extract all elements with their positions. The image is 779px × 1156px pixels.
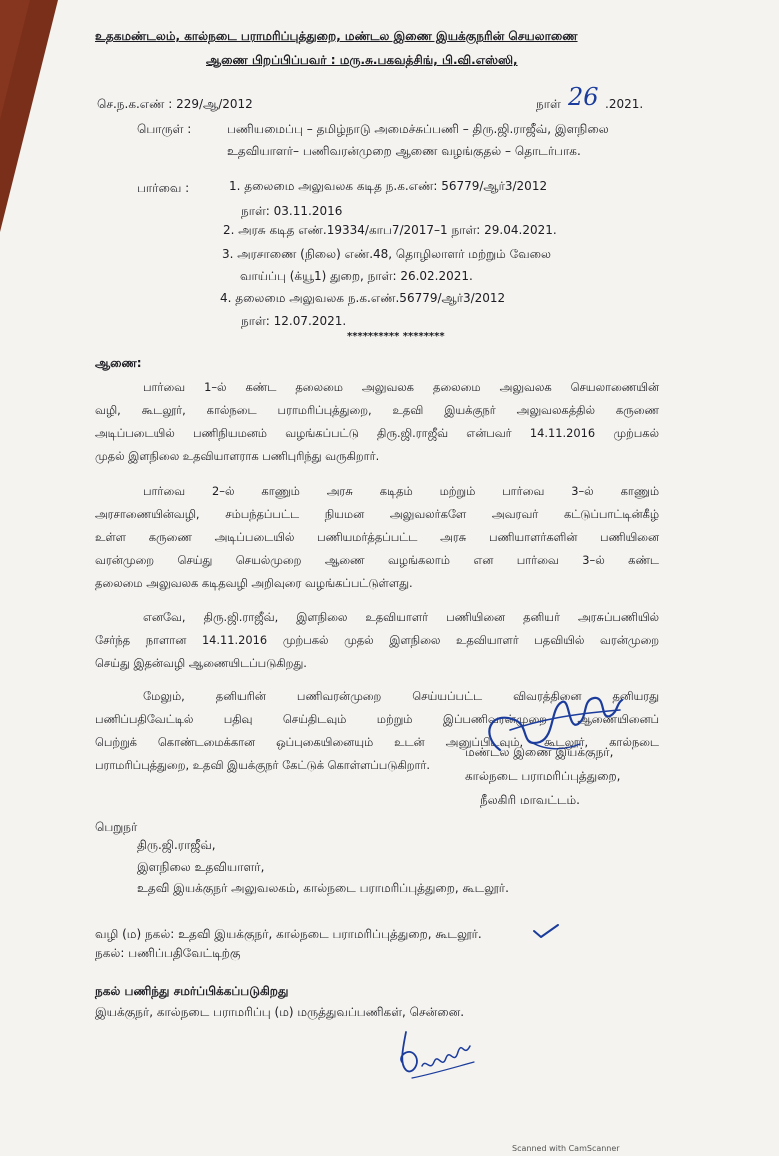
para2-line4: வரன்முறை செய்து செயல்முறை ஆணை வழங்கலாம் என பார்வை 3–ல் கண்ட — [95, 553, 659, 567]
date-label: நாள் — [536, 97, 561, 111]
paper-corner-shadow — [0, 0, 60, 235]
copy-service-register: நகல்: பணிப்பதிவேட்டிற்கு — [95, 946, 241, 960]
reference-4: 4. தலைமை அலுவலக ந.க.எண்.56779/ஆர்3/2012 — [220, 291, 506, 305]
signatory-line-2: கால்நடை பராமரிப்புத்துறை, — [465, 769, 621, 783]
para4-line1: மேலும், தனியரின் பணிவரன்முறை செய்யப்பட்ட விவரத்தினை தனியரது — [143, 689, 659, 703]
reference-4-date: நாள்: 12.07.2021. — [241, 314, 347, 328]
separator-stars: ********** ******** — [347, 331, 445, 342]
submitted-to: இயக்குநர், கால்நடை பராமரிப்பு (ம) மருத்துவப்பணிகள், சென்னை. — [95, 1005, 465, 1019]
para1-line2: வழி, கூடலூர், கால்நடை பராமரிப்புத்துறை, உதவி இயக்குநர் அலுவலகத்தில் கருணை — [95, 403, 659, 417]
initials-mark — [392, 1022, 482, 1084]
checkmark-icon — [532, 922, 560, 940]
camscanner-watermark: Scanned with CamScanner — [512, 1144, 620, 1153]
para4-line4: பராமரிப்புத்துறை, உதவி இயக்குநர் கேட்டுக் கொள்ளப்படுகிறார். — [95, 758, 431, 772]
recipient-name: திரு.ஜி.ராஜீவ், — [137, 838, 216, 852]
reference-1: 1. தலைமை அலுவலக கடித ந.க.எண்: 56779/ஆர்3/2012 — [229, 179, 548, 193]
recipient-designation: இளநிலை உதவியாளர், — [137, 860, 265, 874]
copy-via: வழி (ம) நகல்: உதவி இயக்குநர், கால்நடை பராமரிப்புத்துறை, கூடலூர். — [95, 927, 482, 941]
order-title: ஆணை: — [95, 356, 142, 370]
reference-1-date: நாள்: 03.11.2016 — [241, 204, 343, 218]
reference-3-cont: வாய்ப்பு (க்யூ1) துறை, நாள்: 26.02.2021. — [240, 269, 473, 283]
para3-line2: சேர்ந்த நாளான 14.11.2016 முற்பகல் முதல் இளநிலை உதவியாளர் பதவியில் வரன்முறை — [95, 633, 659, 647]
subject-line-2: உதவியாளர்– பணிவரன்முறை ஆணை வழங்குதல் – தொடர்பாக. — [227, 144, 581, 158]
para1-line4: முதல் இளநிலை உதவியாளராக பணிபுரிந்து வருகிறார். — [95, 449, 380, 463]
reference-3: 3. அரசாணை (நிலை) எண்.48, தொழிலாளர் மற்றும் வேலை — [222, 247, 551, 261]
para1-line1: பார்வை 1–ல் கண்ட தலைமை அலுவலக தலைமை அலுவலக செயலாணையின் — [143, 380, 659, 394]
header-issuer-line: ஆணை பிறப்பிப்பவர் : மரு.சு.பகவத்சிங், பி.வி.எஸ்ஸி, — [206, 53, 518, 67]
para2-line5: தலைமை அலுவலக கடிதவழி அறிவுரை வழங்கப்பட்டுள்ளது. — [95, 576, 413, 590]
signatory-line-1: மண்டல இணை இயக்குநர், — [465, 745, 614, 759]
para2-line1: பார்வை 2–ல் காணும் அரசு கடிதம் மற்றும் பார்வை 3–ல் காணும் — [143, 484, 659, 498]
date-handwritten: 26 — [568, 83, 599, 111]
para4-line3: பெற்றுக் கொண்டமைக்கான ஒப்புகையினையும் உடன் அனுப்பிடவும், கூடலூர், கால்நடை — [95, 735, 659, 749]
header-office-line: உதகமண்டலம், கால்நடை பராமரிப்புத்துறை, மண்டல இணை இயக்குநரின் செயலாணை — [95, 29, 578, 43]
subject-line-1: பணியமைப்பு – தமிழ்நாடு அமைச்சுப்பணி – திரு.ஜி.ராஜீவ், இளநிலை — [227, 122, 609, 136]
file-number: செ.ந.க.எண் : 229/ஆ/2012 — [97, 97, 253, 111]
recipient-label: பெறுநர் — [95, 820, 138, 834]
para2-line3: உள்ள கருணை அடிப்படையில் பணியமர்த்தப்பட்ட அரசு பணியாளர்களின் பணியினை — [95, 530, 659, 544]
subject-label: பொருள் : — [137, 122, 192, 136]
signatory-line-3: நீலகிரி மாவட்டம். — [480, 793, 580, 807]
references-label: பார்வை : — [137, 181, 190, 195]
recipient-office: உதவி இயக்குநர் அலுவலகம், கால்நடை பராமரிப்புத்துறை, கூடலூர். — [137, 881, 509, 895]
para2-line2: அரசாணையின்வழி, சம்பந்தப்பட்ட நியமன அலுவலர்களே அவரவர் கட்டுப்பாட்டின்கீழ் — [95, 507, 659, 521]
para1-line3: அடிப்படையில் பணிநியமனம் வழங்கப்பட்டு திரு.ஜி.ராஜீவ் என்பவர் 14.11.2016 முற்பகல் — [95, 426, 659, 440]
para4-line2: பணிப்பதிவேட்டில் பதிவு செய்திடவும் மற்றும் இப்பணிவரன்முறை ஆணையினைப் — [95, 712, 659, 726]
submitted-title: நகல் பணிந்து சமர்ப்பிக்கப்படுகிறது — [95, 984, 289, 998]
para3-line1: எனவே, திரு.ஜி.ராஜீவ், இளநிலை உதவியாளர் பணியினை தனியர் அரசுப்பணியில் — [143, 610, 659, 624]
date-year: .2021. — [605, 97, 644, 111]
para3-line3: செய்து இதன்வழி ஆணையிடப்படுகிறது. — [95, 656, 307, 670]
reference-2: 2. அரசு கடித எண்.19334/காப7/2017–1 நாள்: 29.04.2021. — [223, 223, 557, 237]
